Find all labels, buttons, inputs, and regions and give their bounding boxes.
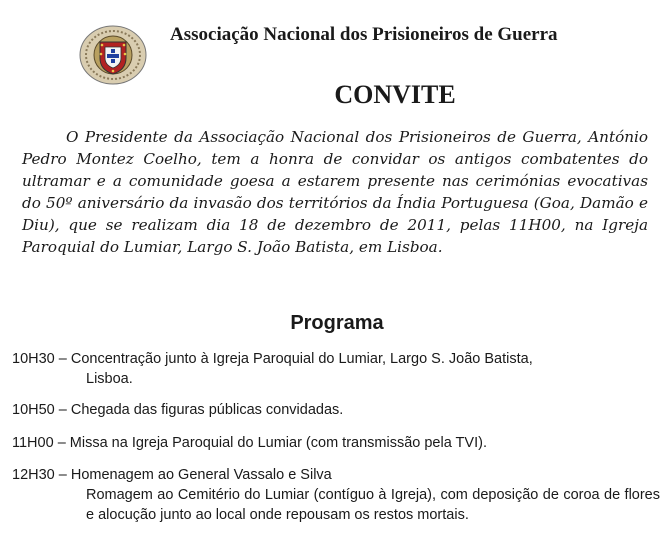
program-time: 10H30 (12, 351, 55, 367)
dash-separator: – (58, 467, 71, 483)
program-description: Homenagem ao General Vassalo e Silva (70, 467, 332, 483)
program-item (12, 400, 660, 420)
program-description-continued: Lisboa. (86, 371, 133, 387)
program-description: Chegada das figuras públicas convidadas. (70, 402, 344, 418)
program-item (12, 433, 660, 453)
dash-separator: – (58, 402, 71, 418)
portuguese-coat-of-arms-icon (78, 24, 148, 86)
program-heading: Programa (290, 312, 384, 334)
dash-separator: – (58, 351, 71, 367)
document-title: CONVITE (334, 80, 456, 109)
dash-separator: – (57, 435, 70, 451)
program-description-continued: Romagem ao Cemitério do Lumiar (contíguo à Igreja), com deposição de coroa de flores e alocução junto ao local onde repousam os restos mortais. (86, 487, 660, 523)
program-description: Concentração junto à Igreja Paroquial do Lumiar, Largo S. João Batista, (70, 351, 533, 367)
program-item (12, 349, 660, 389)
invitation-paragraph: O Presidente da Associação Nacional dos Prisioneiros de Guerra, António Pedro Montez Coelho, tem a honra de convidar os antigos combatentes do ultramar e a comunidade goesa a estarem presente nas cerimónias evocativas do 50º aniversário da invasão dos territórios da Índia Portuguesa (Goa, Damão e Diu), que se realizam dia 18 de dezembro de 2011, pelas 11H00, na Igreja Paroquial do Lumiar, Largo S. João Batista, em Lisboa. (22, 128, 648, 256)
program-time: 10H50 (12, 402, 55, 418)
program-time: 12H30 (12, 467, 55, 483)
program-description: Missa na Igreja Paroquial do Lumiar (com transmissão pela TVI). (69, 435, 487, 451)
program-time: 11H00 (12, 435, 54, 451)
association-logo (78, 24, 148, 86)
program-item (12, 465, 660, 525)
organization-name: Associação Nacional dos Prisioneiros de Guerra (170, 24, 558, 45)
